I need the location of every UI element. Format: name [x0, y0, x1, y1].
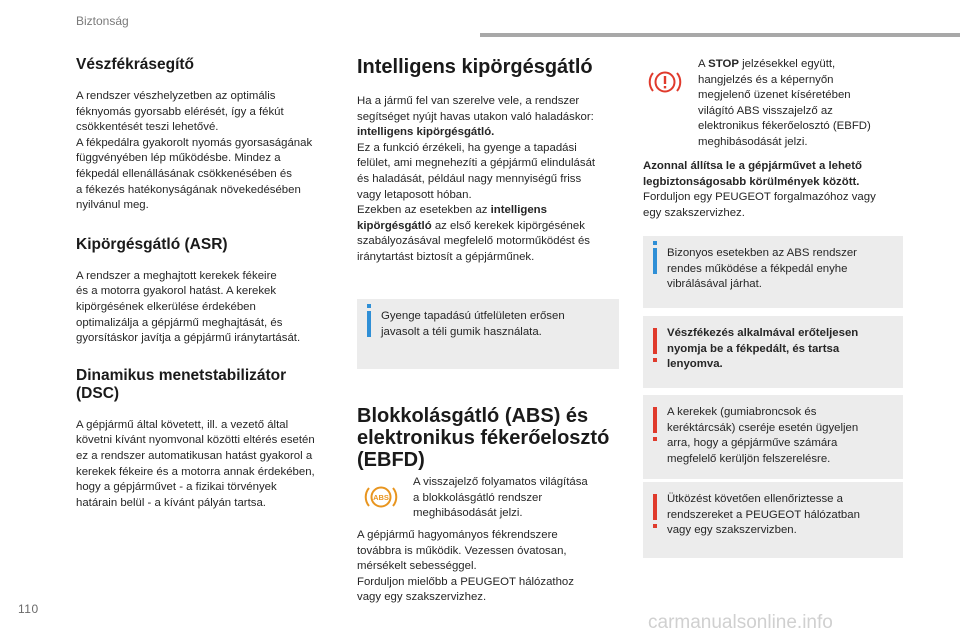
- text-line: Ha a jármű fel van szerelve vele, a rendszer: [357, 95, 580, 107]
- info-box-text: [667, 246, 893, 293]
- warning-icon: [653, 328, 657, 354]
- text-line: határain belül - a kívánt pályán tartsa.: [76, 496, 266, 509]
- paragraph-emergency-brake-assist: [76, 89, 338, 214]
- bold-text-line: legbiztonságosabb körülmények között.: [643, 175, 860, 188]
- text-line: vibrálásával járhat.: [667, 278, 762, 291]
- text-fragment: jelzésekkel együtt,: [738, 58, 836, 70]
- heading-line: Dinamikus menetstabilizátor: [76, 366, 287, 384]
- abs-icon-label: ABS: [373, 493, 389, 502]
- text-line: követni kívánt nyomvonal közötti eltérés esetén: [76, 434, 315, 447]
- section-title: Biztonság: [76, 14, 129, 28]
- text-line: felület, ami megnehezíti a gépjármű elindulását: [357, 157, 596, 170]
- text-line: világító ABS visszajelző az: [698, 104, 833, 117]
- text-line: szabályozásával megfelelő motorműködést és: [357, 235, 590, 248]
- text-line: csökkentését teszi lehetővé.: [76, 121, 219, 134]
- text-line: mérsékelt sebességgel.: [357, 560, 477, 573]
- abs-warning-lamp-icon: [362, 481, 400, 513]
- text-line: a blokkolásgátló rendszer: [413, 491, 543, 504]
- text-line: megjelenő üzenet kíséretében: [698, 89, 851, 102]
- header-bar: [480, 33, 960, 37]
- bold-text-line: Vészfékezés alkalmával erőteljesen: [667, 327, 859, 339]
- text-line: hangjelzés és a képernyőn: [698, 73, 834, 86]
- stop-instructions: [643, 159, 905, 221]
- text-line: A rendszer a meghajtott kerekek fékeire: [76, 269, 277, 282]
- abs-paragraph: [357, 528, 622, 606]
- text-fragment: Ezekben az esetekben az: [357, 204, 491, 217]
- bold-text: intelligens: [490, 204, 547, 217]
- bold-text-line: nyomja be a fékpedált, és tartsa: [667, 342, 840, 355]
- text-line: A visszajelző folyamatos világítása: [413, 476, 588, 488]
- abs-lamp-description: [413, 475, 623, 522]
- left-column: [76, 56, 338, 511]
- text-fragment: A: [698, 58, 709, 70]
- info-box-winter-tyres: [357, 299, 619, 369]
- bold-text-line: lenyomva.: [667, 358, 723, 371]
- text-line: a fékezés hatékonyságának növekedésében: [76, 183, 301, 196]
- text-line: vagy egy szakszervizben.: [667, 524, 797, 537]
- text-line: Ez a funkció érzékeli, ha gyenge a tapadási: [357, 141, 577, 154]
- bold-text: STOP: [708, 58, 739, 70]
- paragraph-asr: [76, 269, 338, 347]
- heading-asr: Kipörgésgátló (ASR): [76, 235, 228, 253]
- text-line: megfelelő kerüljön felszerelésre.: [667, 452, 831, 465]
- warning-box-wheel-replacement: [643, 395, 903, 479]
- text-line: meghibásodását jelzi.: [413, 507, 523, 520]
- text-line: A rendszer vészhelyzetben az optimális: [76, 90, 276, 102]
- text-line: fékpedál ellenállásának csökkenésében és: [76, 167, 292, 180]
- watermark: carmanualsonline.info: [648, 612, 833, 633]
- warning-icon: [653, 407, 657, 433]
- warning-icon: [653, 494, 657, 520]
- text-line: optimalizálja a gépjármű meghajtását, és: [76, 316, 283, 329]
- text-line: rendes működése a fékpedál enyhe: [667, 262, 848, 275]
- bold-text: kipörgésgátló: [357, 219, 432, 232]
- brake-warning-lamp-icon: [646, 66, 684, 98]
- text-line: A gépjármű által követett, ill. a vezető által: [76, 418, 289, 431]
- text-line: kipörgésének elkerülése érdekében: [76, 300, 256, 313]
- text-line: arra, hogy a gépjárműve számára: [667, 437, 838, 450]
- heading-abs-ebfd: [357, 405, 622, 471]
- text-line-mixed: [357, 203, 622, 219]
- text-line: kerekek fékeire és a motorra annak érdekében,: [76, 465, 315, 478]
- info-icon: [367, 311, 371, 337]
- warning-box-text: [667, 405, 893, 467]
- middle-column: [357, 56, 622, 266]
- text-line: nyilvánul meg.: [76, 199, 149, 212]
- heading-intelligent-traction: Intelligens kipörgésgátló: [357, 56, 593, 78]
- text-line: függvényében lép működésbe. Mindez a: [76, 152, 281, 165]
- text-line: hogy a gépjárművet - a fizikai törvények: [76, 481, 277, 494]
- text-line: elektronikus fékerőelosztó (EBFD): [698, 120, 871, 133]
- paragraph-intelligent-traction: [357, 94, 622, 266]
- text-line: egy szakszervizhez.: [643, 206, 745, 219]
- text-line: A gépjármű hagyományos fékrendszere: [357, 529, 558, 541]
- info-box-abs-vibration: [643, 236, 903, 308]
- warning-box-after-collision: [643, 482, 903, 558]
- text-line: javasolt a téli gumik használata.: [381, 325, 542, 338]
- text-line-bold: [357, 125, 622, 141]
- text-line: és haladását, például nagy mennyiségű friss: [357, 172, 582, 185]
- text-line: vagy letaposott hóban.: [357, 188, 472, 201]
- page-number: 110: [18, 602, 39, 616]
- text-line-mixed: [357, 219, 622, 235]
- text-line: ez a rendszer automatikusan hatást gyakorol a: [76, 449, 313, 462]
- paragraph-dsc: [76, 418, 338, 512]
- info-icon: [653, 248, 657, 274]
- stop-lamp-description: [698, 57, 903, 151]
- text-line: Forduljon mielőbb a PEUGEOT hálózathoz: [357, 575, 574, 588]
- text-line: Forduljon egy PEUGEOT forgalmazóhoz vagy: [643, 191, 876, 204]
- heading-dsc: [76, 367, 338, 403]
- text-line: A kerekek (gumiabroncsok és: [667, 406, 817, 418]
- warning-box-emergency-braking: [643, 316, 903, 388]
- info-box-text: [381, 309, 609, 340]
- text-line: Bizonyos esetekben az ABS rendszer: [667, 247, 857, 259]
- text-line-mixed: [698, 57, 903, 73]
- text-line: féknyomás gyorsabb elérését, így a fékút: [76, 105, 284, 118]
- text-line: gyorsításkor javítja a gépjármű iránytartását.: [76, 332, 301, 345]
- heading-line: (DSC): [76, 384, 120, 402]
- text-line: és a motorra gyakorol hatást. A kerekek: [76, 285, 277, 298]
- heading-line: elektronikus fékerőelosztó: [357, 427, 610, 449]
- text-line: Gyenge tapadású útfelületen erősen: [381, 310, 565, 322]
- text-line: segítséget nyújt havas utakon való haladáskor:: [357, 110, 594, 123]
- heading-line: (EBFD): [357, 449, 425, 471]
- text-line: rendszereket a PEUGEOT hálózatban: [667, 508, 860, 521]
- text-line: továbbra is működik. Vezessen óvatosan,: [357, 544, 567, 557]
- text-line: iránytartást biztosít a gépjárműnek.: [357, 250, 535, 263]
- text-line: keréktárcsák) cseréje esetén ügyeljen: [667, 421, 859, 434]
- text-line: Ütközést követően ellenőriztesse a: [667, 493, 844, 505]
- text-line: A fékpedálra gyakorolt nyomás gyorsaságának: [76, 136, 313, 149]
- warning-box-text: [667, 326, 893, 373]
- text-line: vagy egy szakszervizhez.: [357, 591, 487, 604]
- warning-box-text: [667, 492, 893, 539]
- text-line: meghibásodását jelzi.: [698, 135, 808, 148]
- text-fragment: az első kerekek kipörgésének: [431, 219, 585, 232]
- bold-text-line: Azonnal állítsa le a gépjárművet a lehető: [643, 160, 863, 172]
- bold-text: intelligens kipörgésgátló.: [357, 126, 495, 139]
- heading-emergency-brake-assist: Vészfékrásegítő: [76, 56, 195, 73]
- heading-line: Blokkolásgátló (ABS) és: [357, 405, 589, 427]
